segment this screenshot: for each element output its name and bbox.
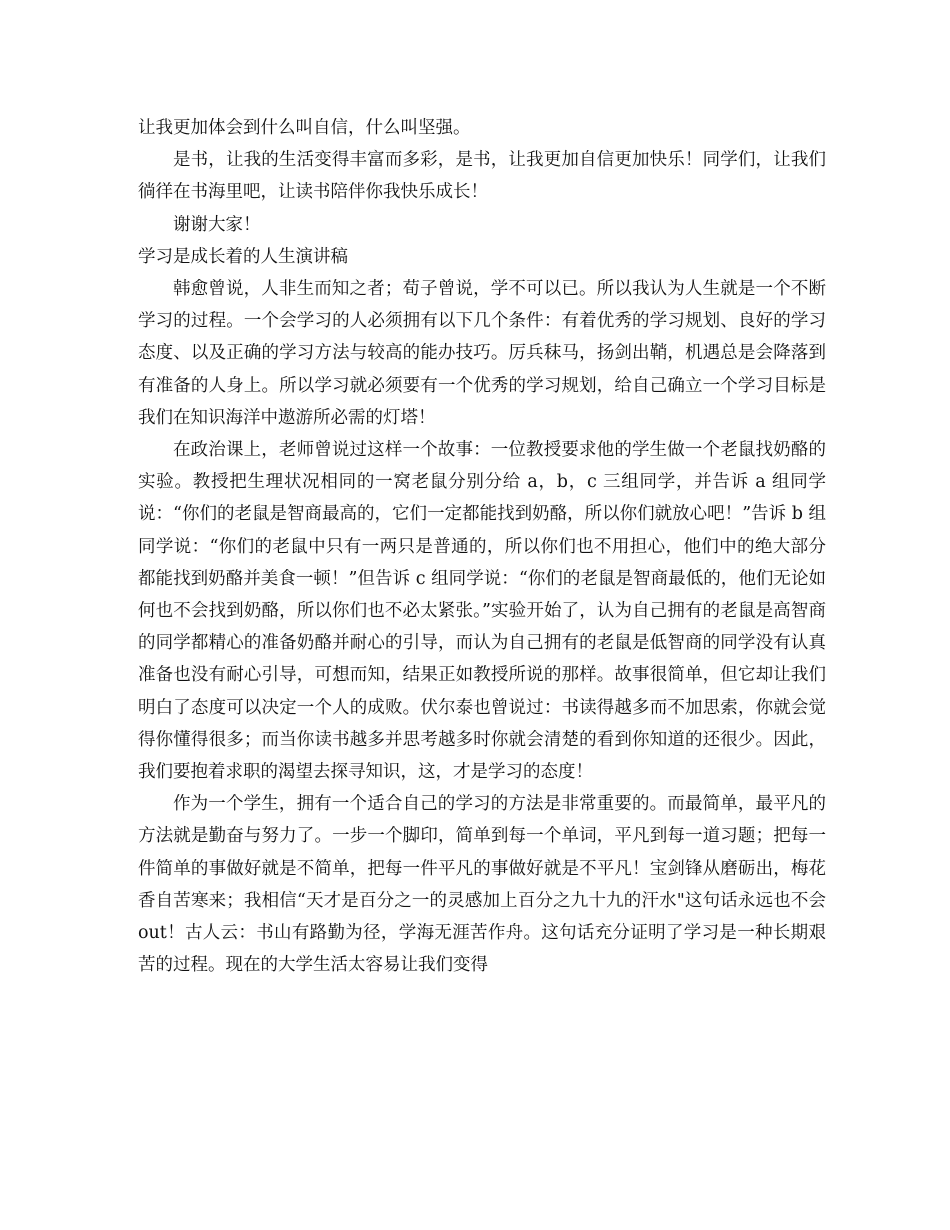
document-body — [138, 112, 832, 981]
paragraph-book: 是书，让我的生活变得丰富而多彩，是书，让我更加自信更加快乐！同学们，让我们徜徉在书海里吧，让读书陪伴你我快乐成长！ — [138, 150, 826, 203]
paragraph-planning: 韩愈曾说，人非生而知之者；荀子曾说，学不可以已。所以我认为人生就是一个不断学习的过程。一个会学习的人必须拥有以下几个条件：有着优秀的学习规划、良好的学习态度、以及正确的学习方法与较高的能办技巧。厉兵秣马，扬剑出鞘，机遇总是会降落到有准备的人身上。所以学习就必须要有一个优秀的学习规划，给自己确立一个学习目标是我们在知识海洋中遨游所必需的灯塔！ — [138, 279, 826, 428]
paragraph-thanks: 谢谢大家！ — [173, 214, 261, 235]
paragraph-continuation: 让我更加体会到什么叫自信，什么叫坚强。 — [138, 118, 471, 138]
paragraph-method: 作为一个学生，拥有一个适合自己的学习的方法是非常重要的。而最简单，最平凡的方法就是勤奋与努力了。一步一个脚印，简单到每一个单词，平凡到每一道习题；把每一件简单的事做好就是不简单，把每一件平凡的事做好就是不平凡！宝剑锋从磨砺出，梅花香自苦寒来；我相信“天才是百分之一的灵感加上百分之九十九的汗水"这句话永远也不会 out！古人云：书山有路勤为径，学海无涯苦作舟。这句话充分证明了学习是一种长期艰苦的过程。现在的大学生活太容易让我们变得 — [138, 794, 832, 976]
speech-title: 学习是成长着的人生演讲稿 — [138, 246, 348, 267]
paragraph-attitude: 在政治课上，老师曾说过这样一个故事：一位教授要求他的学生做一个老鼠找奶酪的实验。教授把生理状况相同的一窝老鼠分别分给 a，b，c 三组同学，并告诉 a 组同学说：“你们的老鼠是智商最高的，它们一定都能找到奶酪，所以你们就放心吧！”告诉 b 组同学说：“你们的老鼠中只有一两只是普通的，所以你们也不用担心，他们中的绝大部分都能找到奶酪并美食一顿！”但告诉 c 组同学说：“你们的老鼠是智商最低的，他们无论如何也不会找到奶酪，所以你们也不必太紧张。”实验开始了，认为自己拥有的老鼠是高智商的同学都精心的准备奶酪并耐心的引导，而认为自己拥有的老鼠是低智商的同学没有认真准备也没有耐心引导，可想而知，结果正如教授所说的那样。故事很简单，但它却让我们明白了态度可以决定一个人的成败。伏尔泰也曾说过：书读得越多而不加思索，你就会觉得你懂得很多；而当你读书越多并思考越多时你就会清楚的看到你知道的还很少。因此，我们要抱着求职的渴望去探寻知识，这，才是学习的态度！ — [138, 440, 826, 783]
